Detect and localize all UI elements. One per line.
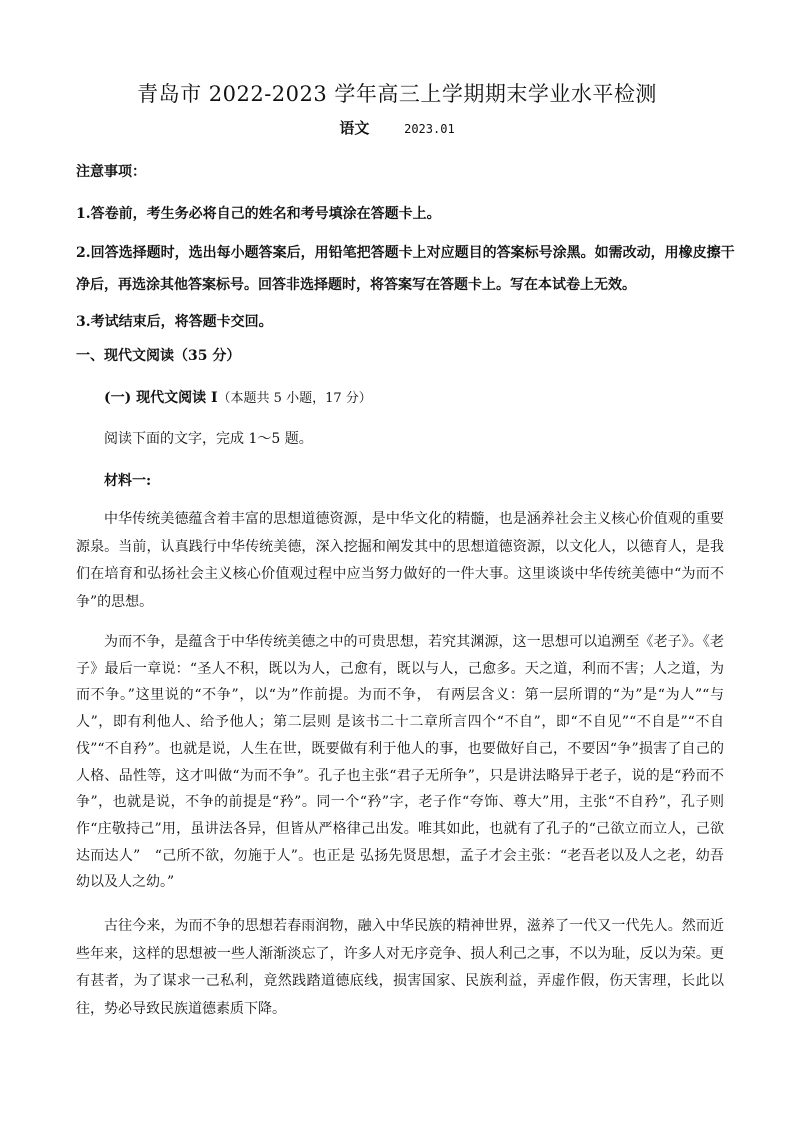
passage-paragraph-2: 为而不争，是蕴含于中华传统美德之中的可贵思想，若究其渊源，这一思想可以追溯至《老子》。《老子》最后一章说：“圣人不积，既以为人，己愈有，既以与人，己愈多。天之道，利而不害；人之道，为而不争。”这里说的“不争”，以“为”作前提。为而不争， 有两层含义：第一层所谓的“为”是“为人”“与人”，即有利他人、给予他人；第二层则 是该书二十二章所言四个“不自”，即“不自见”“不自是”“不自伐”“不自矜”。也就是说，人生在世，既要做有利于他人的事，也要做好自己，不要因“争”损害了自己的人格、品性等，这才叫做“为而不争”。孔子也主张“君子无所争”，只是讲法略异于老子，说的是“矜而不争”，也就是说，不争的前提是“矜”。同一个“矜”字，老子作“夸饰、尊大”用，主张“不自矜”，孔子则作“庄敬持己”用，虽讲法各异，但皆从严格律己出发。唯其如此，也就有了孔子的“己欲立而立人，己欲达而达人” “己所不欲，勿施于人”。也正是 弘扬先贤思想，孟子才会主张：“老吾老以及人之老，幼吾幼以及人之幼。” bbox=[76, 634, 724, 891]
sub-section-heading bbox=[104, 387, 372, 407]
exam-date: 2023.01 bbox=[404, 122, 455, 136]
material-label: 材料一: bbox=[104, 473, 152, 489]
reading-instruction: 阅读下面的文字，完成 1～5 题。 bbox=[104, 431, 313, 447]
section-heading: 一、现代文阅读（35 分） bbox=[76, 348, 241, 364]
subject-line bbox=[0, 117, 794, 138]
subject-label: 语文 bbox=[339, 119, 370, 137]
sub-section-title: (一) 现代文阅读 I bbox=[104, 390, 218, 406]
sub-section-note: （本题共 5 小题，17 分） bbox=[217, 391, 372, 406]
passage-paragraph-3: 古往今来，为而不争的思想若春雨润物，融入中华民族的精神世界，滋养了一代又一代先人。然而近些年来，这样的思想被一些人渐渐淡忘了，许多人对无序竞争、损人利己之事，不以为耻，反以为荣。更有甚者，为了谋求一己私利，竟然践踏道德底线，损害国家、民族利益，弄虚作假，伤天害理，长此以往，势必导致民族道德素质下降。 bbox=[76, 918, 724, 1017]
notice-heading: 注意事项： bbox=[76, 164, 146, 180]
notice-item-1: 1.答卷前，考生务必将自己的姓名和考号填涂在答题卡上。 bbox=[76, 206, 441, 222]
exam-title: 青岛市 2022-2023 学年高三上学期期末学业水平检测 bbox=[137, 82, 657, 106]
passage-paragraph-1: 中华传统美德蕴含着丰富的思想道德资源，是中华文化的精髓，也是涵养社会主义核心价值观的重要源泉。当前，认真践行中华传统美德，深入挖掘和阐发其中的思想道德资源，以文化人，以德育人，是我们在培育和弘扬社会主义核心价值观过程中应当努力做好的一件大事。这里谈谈中华传统美德中“为而不争”的思想。 bbox=[76, 511, 724, 610]
notice-item-3: 3.考试结束后，将答题卡交回。 bbox=[76, 314, 273, 330]
notice-item-2: 2.回答选择题时，选出每小题答案后，用铅笔把答题卡上对应题目的答案标号涂黑。如需改动，用橡皮擦干净后，再选涂其他答案标号。回答非选择题时，将答案写在答题卡上。写在本试卷上无效。 bbox=[76, 245, 735, 293]
